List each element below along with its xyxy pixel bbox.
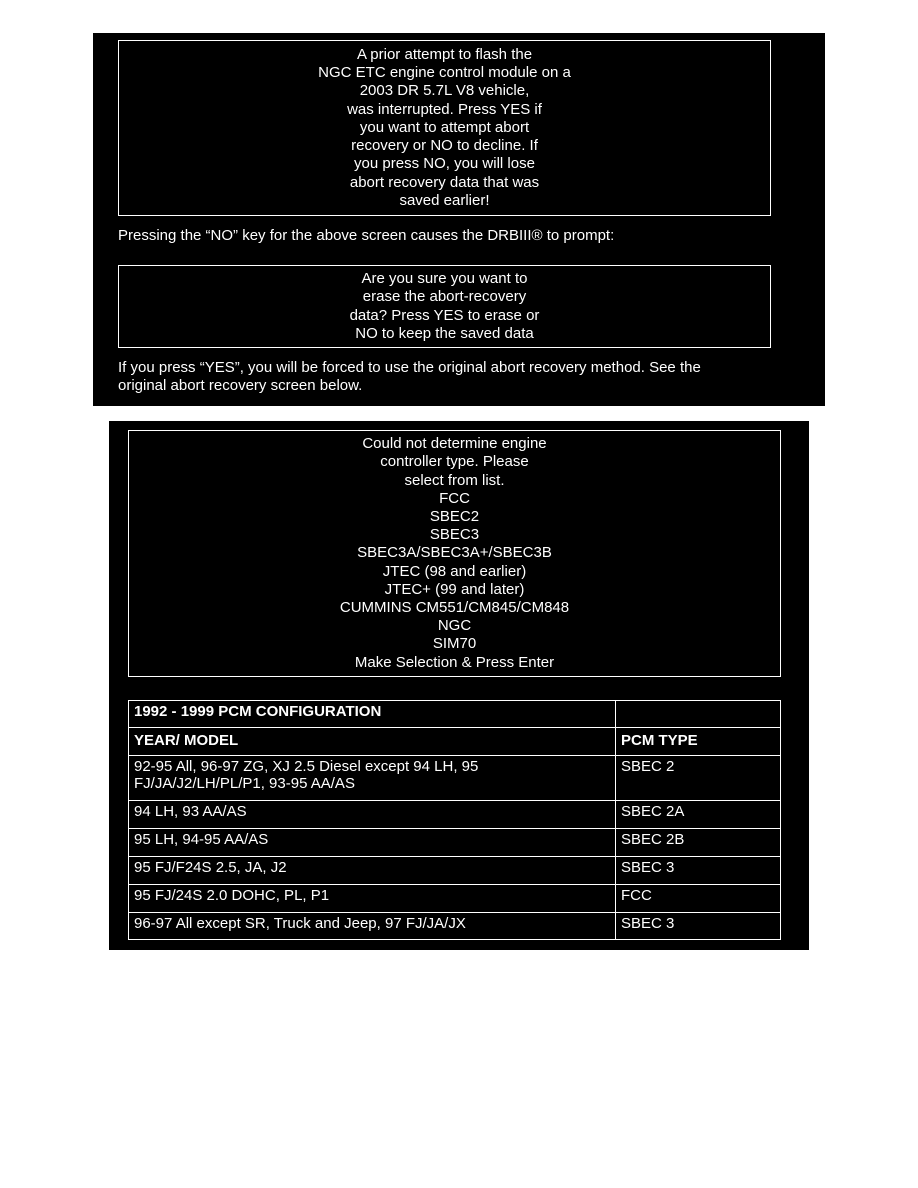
model-cell xyxy=(129,756,616,801)
controller-option: CUMMINS CM551/CM845/CM848 xyxy=(339,599,570,616)
screen-line: you want to attempt abort xyxy=(359,118,530,136)
model-cell: 94 LH, 93 AA/AS xyxy=(129,801,616,829)
model-cell: 95 FJ/24S 2.0 DOHC, PL, P1 xyxy=(129,885,616,913)
header-pcm-type: PCM TYPE xyxy=(616,728,781,756)
model-line: 92-95 All, 96-97 ZG, XJ 2.5 Diesel except 94 LH, 95 xyxy=(134,758,479,775)
model-cell: 95 FJ/F24S 2.5, JA, J2 xyxy=(129,857,616,885)
controller-option: SBEC3 xyxy=(429,526,480,544)
screen-line: 2003 DR 5.7L V8 vehicle, xyxy=(359,82,530,100)
pcm-cell: SBEC 2A xyxy=(616,801,781,829)
screen-line: A prior attempt to flash the xyxy=(356,46,533,64)
table-title-empty-cell xyxy=(616,701,781,728)
table-row xyxy=(129,857,781,885)
screen-line: controller type. Please xyxy=(380,453,529,471)
screen-line: erase the abort-recovery xyxy=(362,288,527,306)
screen-line: Make Selection & Press Enter xyxy=(354,653,555,671)
controller-option: SIM70 xyxy=(432,635,477,653)
model-cell: 96-97 All except SR, Truck and Jeep, 97 FJ/JA/JX xyxy=(129,913,616,940)
table-row xyxy=(129,913,781,940)
screen-line: Are you sure you want to xyxy=(361,270,528,288)
screen-line: Could not determine engine xyxy=(362,435,547,453)
table-row xyxy=(129,801,781,829)
pcm-cell: SBEC 2 xyxy=(616,756,781,801)
table-title: 1992 - 1999 PCM CONFIGURATION xyxy=(129,701,616,728)
pcm-cell: SBEC 3 xyxy=(616,857,781,885)
table-title-row xyxy=(129,701,781,728)
controller-option: JTEC+ (99 and later) xyxy=(384,580,525,598)
pcm-cell: SBEC 2B xyxy=(616,829,781,857)
model-cell: 95 LH, 94-95 AA/AS xyxy=(129,829,616,857)
table-row xyxy=(129,829,781,857)
no-key-note: Pressing the “NO” key for the above screen causes the DRBIII® to prompt: xyxy=(118,227,615,244)
screen-line: data? Press YES to erase or xyxy=(349,306,540,324)
controller-select-screen xyxy=(128,430,781,677)
controller-selection-panel xyxy=(109,421,809,950)
note-line: If you press “YES”, you will be forced to use the original abort recovery method. See the xyxy=(118,359,701,376)
header-year-model: YEAR/ MODEL xyxy=(129,728,616,756)
controller-option: SBEC2 xyxy=(429,507,480,525)
screen-line: select from list. xyxy=(404,471,505,489)
screen-line: was interrupted. Press YES if xyxy=(347,100,542,118)
controller-option: JTEC (98 and earlier) xyxy=(382,562,527,580)
screen-line: saved earlier! xyxy=(399,191,490,209)
pcm-cell: SBEC 3 xyxy=(616,913,781,940)
screen-line: abort recovery data that was xyxy=(349,173,540,191)
abort-recovery-panel xyxy=(93,33,825,406)
screen-line: NO to keep the saved data xyxy=(355,324,534,342)
screen-line: recovery or NO to decline. If xyxy=(351,137,538,155)
controller-option: FCC xyxy=(439,489,470,507)
note-line: original abort recovery screen below. xyxy=(118,377,363,394)
yes-key-note xyxy=(118,359,701,395)
abort-recovery-screen xyxy=(118,40,771,216)
pcm-cell: FCC xyxy=(616,885,781,913)
model-line: FJ/JA/J2/LH/PL/P1, 93-95 AA/AS xyxy=(134,775,355,792)
screen-line: you press NO, you will lose xyxy=(354,155,535,173)
controller-option: SBEC3A/SBEC3A+/SBEC3B xyxy=(357,544,552,562)
controller-option: NGC xyxy=(437,617,472,635)
erase-confirm-screen xyxy=(118,265,771,348)
table-row xyxy=(129,756,781,801)
pcm-configuration-table xyxy=(128,700,781,940)
screen-line: NGC ETC engine control module on a xyxy=(318,64,571,82)
table-row xyxy=(129,885,781,913)
table-header-row xyxy=(129,728,781,756)
